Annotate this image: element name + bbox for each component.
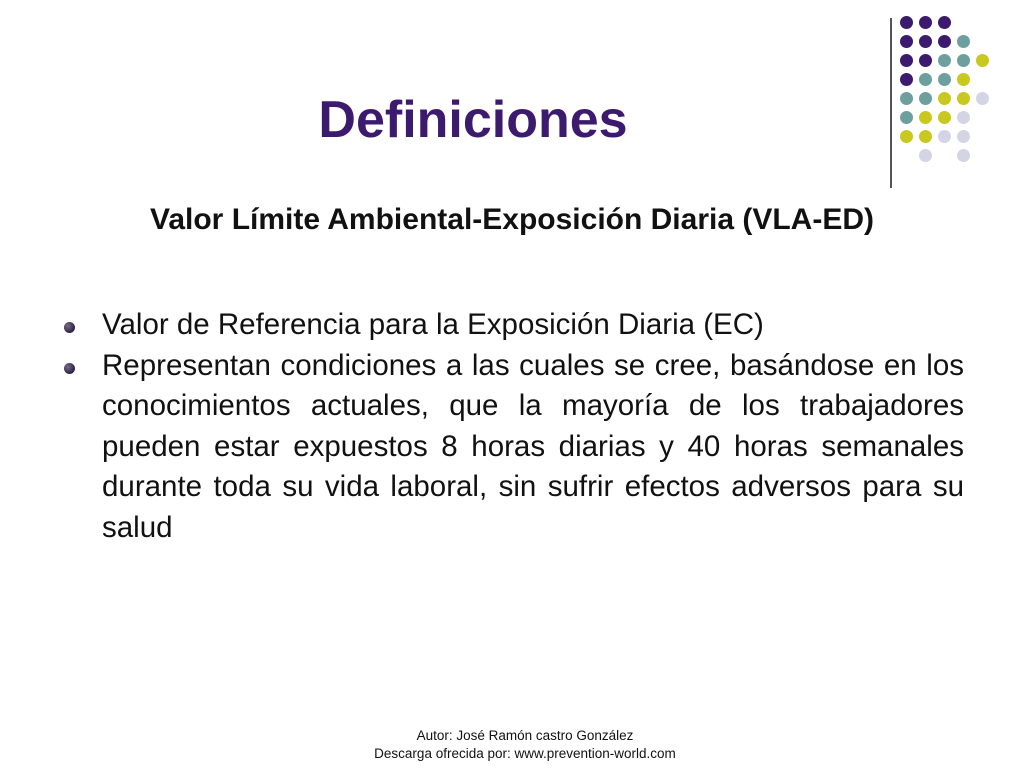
decorative-dot bbox=[938, 54, 951, 67]
decorative-dot bbox=[919, 35, 932, 48]
bullet-item bbox=[62, 346, 964, 549]
decorative-dot bbox=[938, 35, 951, 48]
decorative-dot bbox=[976, 54, 989, 67]
decorative-dot bbox=[919, 73, 932, 86]
decorative-dot bbox=[976, 92, 989, 105]
decorative-dot bbox=[900, 35, 913, 48]
decorative-dot bbox=[957, 73, 970, 86]
decorative-dot bbox=[938, 16, 951, 29]
slide-footer bbox=[300, 727, 750, 763]
decorative-dot bbox=[957, 54, 970, 67]
decorative-dot bbox=[900, 16, 913, 29]
bullet-item bbox=[62, 305, 964, 346]
footer-download: Descarga ofrecida por: www.prevention-world.com bbox=[374, 746, 676, 761]
bullet-text: Valor de Referencia para la Exposición Diaria (EC) bbox=[102, 308, 764, 341]
bullet-dot-icon bbox=[64, 322, 75, 333]
decorative-dot bbox=[957, 130, 970, 143]
decorative-dot bbox=[957, 149, 970, 162]
decorative-dot bbox=[900, 54, 913, 67]
footer-author: Autor: José Ramón castro González bbox=[416, 728, 634, 743]
slide-subtitle: Valor Límite Ambiental-Exposición Diaria (VLA-ED) bbox=[149, 203, 874, 236]
decorative-dot bbox=[957, 35, 970, 48]
decorative-dot bbox=[957, 111, 970, 124]
decorative-dot bbox=[957, 92, 970, 105]
decorative-dot bbox=[919, 16, 932, 29]
bullet-text: Representan condiciones a las cuales se cree, basándose en los conocimientos actuales, que la mayoría de los trabajadores pueden estar expuestos 8 horas diarias y 40 horas semanales durante toda su vida laboral, sin sufrir efectos adversos para su salud bbox=[102, 348, 964, 544]
decorative-dot bbox=[900, 73, 913, 86]
bullet-dot-icon bbox=[64, 363, 75, 374]
decorative-dot bbox=[938, 73, 951, 86]
decorative-dot bbox=[919, 54, 932, 67]
bullet-list bbox=[62, 305, 964, 548]
slide-title: Definiciones bbox=[318, 91, 628, 149]
